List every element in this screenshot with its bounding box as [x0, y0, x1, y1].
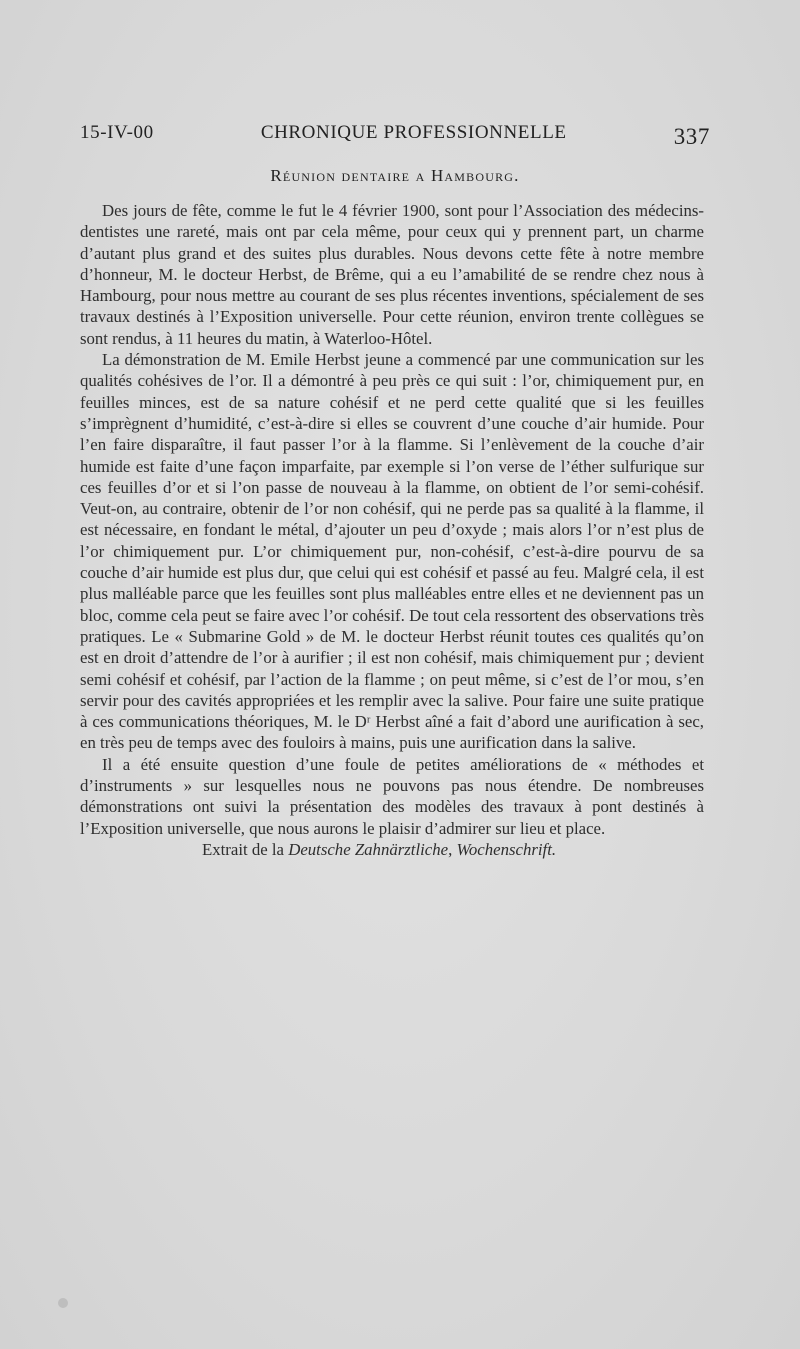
header-title: CHRONIQUE PROFESSIONNELLE — [260, 122, 567, 143]
article-body — [80, 200, 704, 860]
attribution-prefix: Extrait de la — [202, 839, 289, 859]
paragraph-1: Des jours de fête, comme le fut le 4 février 1900, sont pour l’Association des médecins-dentistes une rareté, mais ont par cela même, pour ceux qui y prennent part, un charme d’autant plus grand et des suites plus durables. Nous devons cette fête à notre membre d’honneur, M. le docteur Herbst, de Brême, qui a eu l’amabilité de se rendre chez nous à Hambourg, pour nous mettre au courant de ses plus récentes inventions, spécialement de ses travaux destinés à l’Exposition universelle. Pour cette réunion, environ trente collègues se sont rendus, à 11 heures du matin, à Waterloo-Hôtel. — [80, 201, 704, 348]
paper-spot — [58, 1298, 68, 1308]
header-date: 15-IV-00 — [80, 122, 154, 143]
page-number: 337 — [673, 124, 710, 149]
attribution-source-2: Wochenschrift. — [456, 839, 557, 859]
paragraph-3: Il a été ensuite question d’une foule de petites améliorations de « méthodes et d’instruments » sur lesquelles nous ne pouvons pas nous étendre. De nombreuses démonstrations ont suivi la présentation des modèles des travaux à pont destinés à l’Exposition universelle, que nous aurons le plaisir d’admirer sur lieu et place. — [80, 754, 704, 838]
attribution-separator: , — [448, 839, 457, 859]
attribution-source: Deutsche Zahnärztliche — [288, 839, 449, 859]
running-header — [80, 118, 710, 152]
section-title: Réunion dentaire a Hambourg. — [270, 166, 520, 185]
paragraph-2: La démonstration de M. Emile Herbst jeune a commencé par une communication sur les qualités cohésives de l’or. Il a démontré à peu près ce qui suit : l’or, chimiquement pur, en feuilles minces, est de sa nature cohésif et ne perd cette qualité que si les feuilles s’imprègnent d’humidité, c’est-à-dire si elles se couvrent d’une couche d’air humide. Pour l’en faire disparaître, il faut passer l’or à la flamme. Si l’enlèvement de la couche d’air humide est faite d’une façon imparfaite, par exemple si l’on verse de l’éther sulfurique sur ces feuilles d’or et si l’on passe de nouveau à la flamme, on obtient de l’or semi-cohésif. Veut-on, au contraire, obtenir de l’or non cohésif, qui ne perde pas sa qualité à la flamme, il est nécessaire, en fondant le métal, d’ajouter un peu d’oxyde ; mais alors l’or n’est plus de l’or chimiquement pur. L’or chimiquement pur, non-cohésif, c’est-à-dire pourvu de sa couche d’air humide est plus dur, que celui qui est cohésif et passé au feu. Malgré cela, il est plus malléable parce que les feuilles sont plus malléables entre elles et ne deviennent pas un bloc, comme cela peut se faire avec l’or cohésif. De tout cela ressortent des observations très pratiques. Le « Submarine Gold » de M. le docteur Herbst réunit toutes ces qualités qu’on est en droit d’attendre de l’or à aurifier ; il est non cohésif, mais chimiquement pur ; devient semi cohésif et cohésif, par l’action de la flamme ; on peut même, si c’est de l’or mou, s’en servir pour des cavités appropriées et les remplir avec la salive. Pour faire une suite pratique à ces communications théoriques, M. le Dʳ Herbst aîné a fait d’abord une aurification à sec, en très peu de temps avec des fouloirs à mains, puis une aurification dans la salive. — [80, 350, 704, 753]
source-attribution — [80, 839, 704, 860]
